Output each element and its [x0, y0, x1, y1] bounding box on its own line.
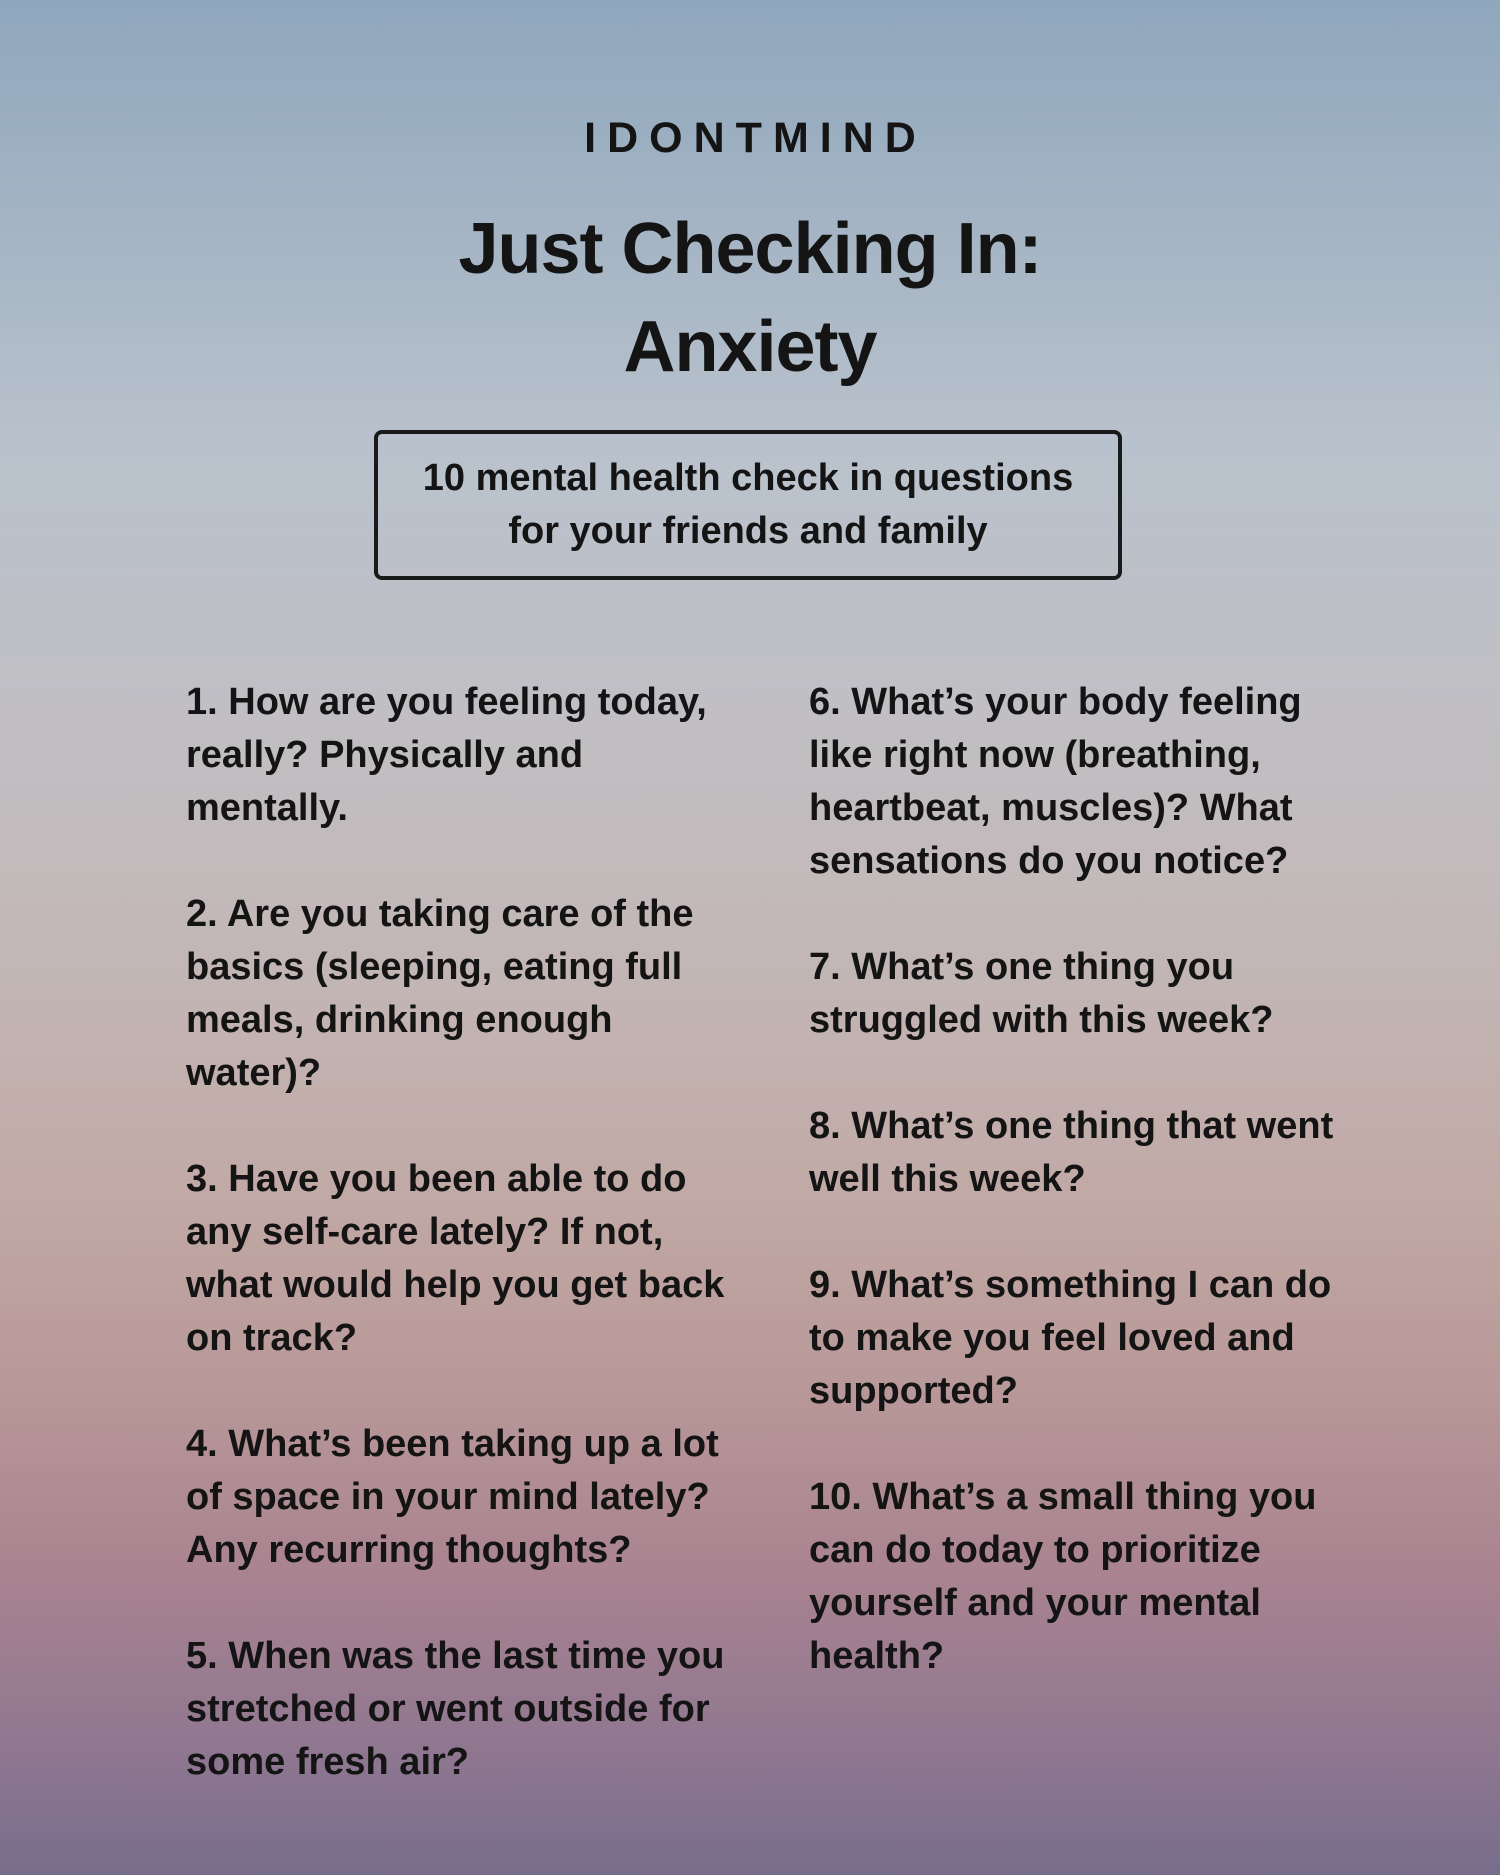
question-line: really? Physically and [186, 734, 584, 776]
question-line: 5. When was the last time you [186, 1635, 725, 1677]
subtitle-box [374, 430, 1122, 580]
question-line: 4. What’s been taking up a lot [186, 1423, 719, 1465]
question-line: what would help you get back [186, 1264, 725, 1306]
question-line: sensations do you notice? [809, 840, 1289, 882]
question-line: some fresh air? [186, 1741, 469, 1783]
question-line: meals, drinking enough [186, 999, 613, 1041]
question-line: 1. How are you feeling today, [186, 681, 707, 723]
question-line: can do today to prioritize [809, 1529, 1261, 1571]
question-line: yourself and your mental [809, 1582, 1261, 1624]
question-line: 10. What’s a small thing you [809, 1476, 1317, 1518]
question-line: of space in your mind lately? [186, 1476, 710, 1518]
question-line: 9. What’s something I can do [809, 1264, 1332, 1306]
question-line: heartbeat, muscles)? What [809, 787, 1293, 829]
question-4 [186, 1418, 766, 1577]
question-9 [809, 1259, 1369, 1418]
question-line: supported? [809, 1370, 1018, 1412]
question-10 [809, 1471, 1369, 1683]
brand-logo: IDONTMIND [584, 114, 927, 162]
question-line: any self-care lately? If not, [186, 1211, 664, 1253]
subtitle-line-2: for your friends and family [508, 510, 988, 552]
question-line: 6. What’s your body feeling [809, 681, 1302, 723]
question-2 [186, 888, 766, 1100]
subtitle-line-1: 10 mental health check in questions [422, 457, 1074, 499]
question-line: stretched or went outside for [186, 1688, 710, 1730]
question-8 [809, 1100, 1369, 1206]
question-line: 8. What’s one thing that went [809, 1105, 1334, 1147]
title-line-2: Anxiety [623, 307, 877, 387]
question-line: like right now (breathing, [809, 734, 1261, 776]
question-line: well this week? [809, 1158, 1086, 1200]
question-line: 2. Are you taking care of the [186, 893, 694, 935]
question-6 [809, 676, 1369, 888]
question-line: on track? [186, 1317, 358, 1359]
page-title [0, 200, 1500, 396]
question-3 [186, 1153, 766, 1365]
question-1 [186, 676, 766, 835]
question-line: health? [809, 1635, 945, 1677]
question-line: water)? [186, 1052, 322, 1094]
question-5 [186, 1630, 766, 1789]
questions-left-column [186, 676, 766, 1789]
question-line: 7. What’s one thing you [809, 946, 1235, 988]
questions-right-column [809, 676, 1369, 1683]
question-line: basics (sleeping, eating full [186, 946, 683, 988]
question-7 [809, 941, 1369, 1047]
question-line: 3. Have you been able to do [186, 1158, 687, 1200]
question-line: struggled with this week? [809, 999, 1274, 1041]
question-line: mentally. [186, 787, 348, 829]
question-line: Any recurring thoughts? [186, 1529, 632, 1571]
title-line-1: Just Checking In: [458, 209, 1042, 289]
subtitle-text [423, 452, 1073, 558]
question-line: to make you feel loved and [809, 1317, 1295, 1359]
